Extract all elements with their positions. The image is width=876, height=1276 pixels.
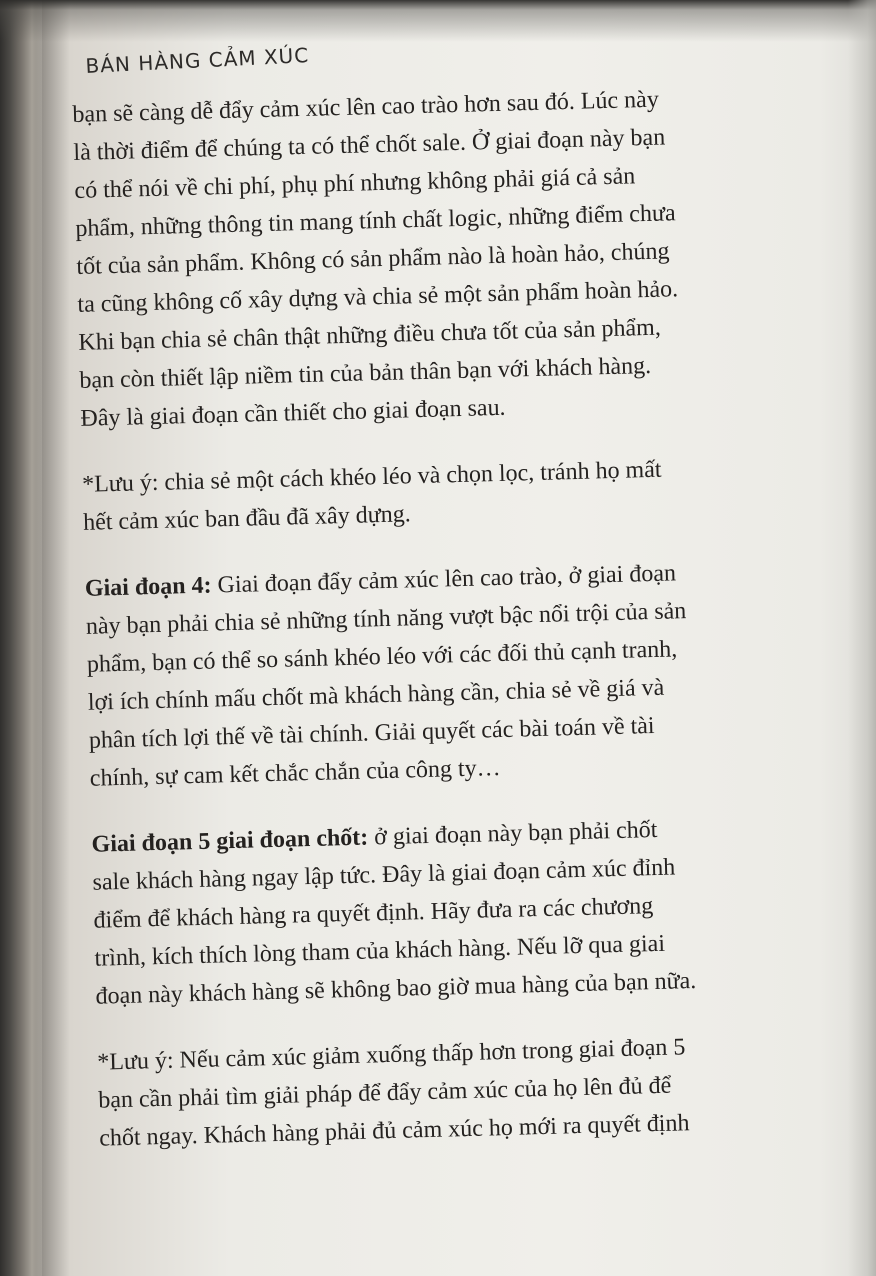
stage-4-lead: Giai đoạn 4: [84,572,212,602]
text-line: này bạn phải chia sẻ những tính năng vượt bậc nổi trội của sản [85,598,687,640]
book-spine-shadow [0,0,42,1276]
text-line: trình, kích thích lòng tham của khách hàng. Nếu lỡ qua giai [94,930,666,972]
text-line: sale khách hàng ngay lập tức. Đây là giai đoạn cảm xúc đỉnh [92,854,676,896]
stage-5-first-line: ở giai đoạn này bạn phải chốt [367,816,658,851]
page-body [72,78,800,1158]
text-line: phân tích lợi thế về tài chính. Giải quyết các bài toán về tài [88,712,655,754]
stage-5-paragraph [91,807,796,1015]
text-line: phẩm, bạn có thể so sánh khéo léo với các đối thủ cạnh tranh, [86,636,678,678]
stage-4-first-line: Giai đoạn đẩy cảm xúc lên cao trào, ở giai đoạn [211,560,677,599]
running-header: BÁN HÀNG CẢM XÚC [85,43,310,78]
paragraph-1 [72,78,781,438]
text-line: điểm để khách hàng ra quyết định. Hãy đưa ra các chương [93,893,654,934]
text-line: *Lưu ý: Nếu cảm xúc giảm xuống thấp hơn trong giai đoạn 5 [96,1034,686,1076]
text-line: chính, sự cam kết chắc chắn của công ty… [89,755,501,792]
text-line: phẩm, những thông tin mang tính chất logic, những điểm chưa [75,200,676,242]
text-line: *Lưu ý: chia sẻ một cách khéo léo và chọn lọc, tránh họ mất [81,456,662,498]
text-line: ta cũng không cố xây dựng và chia sẻ một sản phẩm hoàn hảo. [77,276,679,318]
text-line: lợi ích chính mấu chốt mà khách hàng cần, chia sẻ về giá và [87,674,665,716]
text-line: là thời điểm để chúng ta có thể chốt sale. Ở giai đoạn này bạn [73,124,666,166]
note-paragraph-2 [97,1025,800,1157]
text-line: đoạn này khách hàng sẽ không bao giờ mua hàng của bạn nữa. [95,967,697,1010]
text-line: bạn còn thiết lập niềm tin của bản thân bạn với khách hàng. [79,352,652,394]
text-line: bạn sẽ càng dễ đẩy cảm xúc lên cao trào hơn sau đó. Lúc này [72,86,660,128]
stage-5-lead: Giai đoạn 5 giai đoạn chốt: [91,824,369,858]
text-line: Khi bạn chia sẻ chân thật những điều chưa tốt của sản phẩm, [78,314,662,356]
text-line: hết cảm xúc ban đầu đã xây dựng. [82,501,411,536]
top-page-shadow [0,0,876,42]
text-line: bạn cần phải tìm giải pháp để đẩy cảm xúc của họ lên đủ để [97,1072,672,1114]
text-line: Đây là giai đoạn cần thiết cho giai đoạn sau. [80,394,506,432]
text-line: có thể nói về chi phí, phụ phí nhưng không phải giá cả sản [74,163,636,204]
right-page-edge [848,0,876,1276]
text-line: chốt ngay. Khách hàng phải đủ cảm xúc họ mới ra quyết định [98,1110,690,1152]
stage-4-paragraph [84,552,790,798]
text-line: tốt của sản phẩm. Không có sản phẩm nào là hoàn hảo, chúng [76,238,670,280]
